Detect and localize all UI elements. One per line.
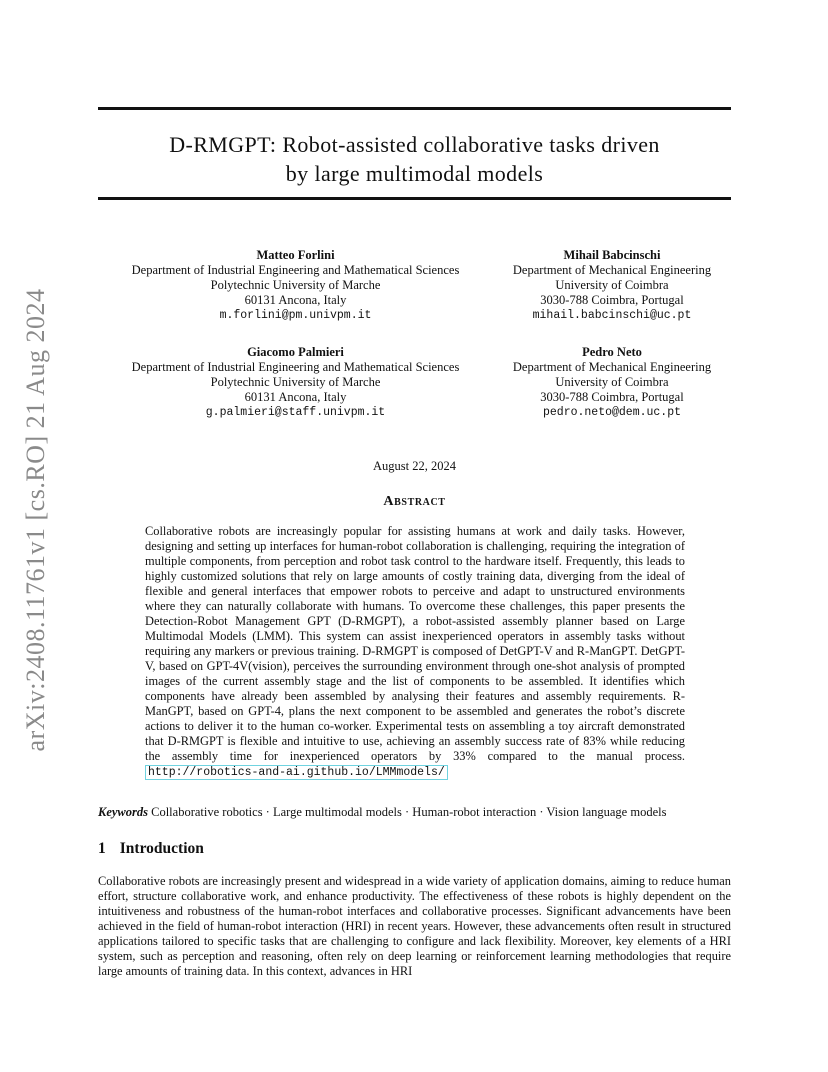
paper-date: August 22, 2024	[373, 459, 456, 473]
author-department: Department of Industrial Engineering and Mathematical Sciences	[131, 360, 460, 374]
abstract-body	[145, 524, 685, 780]
author-email[interactable]: pedro.neto@dem.uc.pt	[542, 406, 682, 419]
arxiv-sidebar	[10, 280, 62, 760]
title-line-2: by large multimodal models	[285, 161, 544, 186]
section-title: Introduction	[119, 840, 204, 857]
author-location: 60131 Ancona, Italy	[244, 293, 347, 307]
author-name: Giacomo Palmieri	[247, 345, 344, 359]
title-top-rule	[98, 107, 731, 110]
author-email[interactable]: mihail.babcinschi@uc.pt	[532, 309, 692, 322]
author-institution: University of Coimbra	[555, 375, 669, 389]
author-location: 3030-788 Coimbra, Portugal	[540, 293, 684, 307]
author-department: Department of Mechanical Engineering	[512, 263, 712, 277]
author-name: Pedro Neto	[582, 345, 642, 359]
author-institution: University of Coimbra	[555, 278, 669, 292]
author-institution: Polytechnic University of Marche	[210, 375, 381, 389]
author-email[interactable]: g.palmieri@staff.univpm.it	[205, 406, 386, 419]
author-card	[98, 345, 493, 420]
arxiv-id: arXiv:2408.11761v1 [cs.RO] 21 Aug 2024	[21, 288, 50, 752]
paper-title	[98, 130, 731, 188]
abstract-heading: Abstract	[383, 494, 446, 509]
keywords-text: Collaborative robotics · Large multimodal models · Human-robot interaction · Vision language models	[151, 805, 667, 819]
keywords-line	[98, 805, 738, 820]
author-location: 60131 Ancona, Italy	[244, 390, 347, 404]
author-location: 3030-788 Coimbra, Portugal	[540, 390, 684, 404]
abstract-text: Collaborative robots are increasingly popular for assisting humans at work and daily tasks. However, designing and setting up interfaces for human-robot collaboration is challenging, requiring the integration of multiple components, from perception and robot task control to the hardware itself. Frequently, this leads to highly customized solutions that rely on large amounts of costly training data, diverging from the ideal of flexible and general interfaces that empower robots to perceive and adapt to unstructured environments where they can naturally collaborate with humans. To overcome these challenges, this paper presents the Detection-Robot Management GPT (D-RMGPT), a robot-assisted assembly planner based on Large Multimodal Models (LMM). This system can assist inexperienced operators in assembly tasks without requiring any markers or previous training. D-RMGPT is composed of DetGPT-V and R-ManGPT. DetGPT-V, based on GPT-4V(vision), perceives the surrounding environment through one-shot analysis of prompted images of the current assembly stage and the list of components to be assembled. It identifies which components have already been assembled by analysing their features and assembly requirements. R-ManGPT, based on GPT-4, plans the next component to be assembled and generates the robot’s discrete actions to deliver it to the human co-worker. Experimental tests on assembling a toy aircraft demonstrated that D-RMGPT is flexible and intuitive to use, achieving an assembly success rate of 83% while reducing the assembly time for inexperienced operators by 33% compared to the manual process.	[145, 524, 685, 763]
author-card	[98, 248, 493, 323]
author-department: Department of Mechanical Engineering	[512, 360, 712, 374]
author-institution: Polytechnic University of Marche	[210, 278, 381, 292]
author-name: Matteo Forlini	[256, 248, 335, 262]
author-name: Mihail Babcinschi	[563, 248, 661, 262]
title-line-1: D-RMGPT: Robot-assisted collaborative tasks driven	[169, 132, 660, 157]
author-department: Department of Industrial Engineering and Mathematical Sciences	[131, 263, 460, 277]
author-email[interactable]: m.forlini@pm.univpm.it	[219, 309, 372, 322]
keywords-label: Keywords	[98, 805, 148, 819]
introduction-paragraph: Collaborative robots are increasingly present and widespread in a wide variety of application domains, aiming to reduce human effort, structure collaborative work, and enhance productivity. The effectiveness of these robots is highly dependent on the intuitiveness and robustness of the human-robot interfaces and collaborative processes. Significant advancements have been achieved in the field of human-robot interaction (HRI) in recent years. However, these advancements often result in structured applications tailored to specific tasks that are challenging to configure and lack flexibility. Moreover, key elements of a HRI system, such as perception and reasoning, often rely on deep learning or reinforcement learning methodologies that require large amounts of training data. In this context, advances in HRI	[98, 874, 731, 978]
section-heading	[98, 840, 204, 858]
project-link[interactable]: http://robotics-and-ai.github.io/LMMmodels/	[145, 765, 448, 780]
section-number: 1	[98, 840, 106, 857]
author-card	[493, 345, 731, 420]
author-card	[493, 248, 731, 323]
title-bottom-rule	[98, 197, 731, 200]
